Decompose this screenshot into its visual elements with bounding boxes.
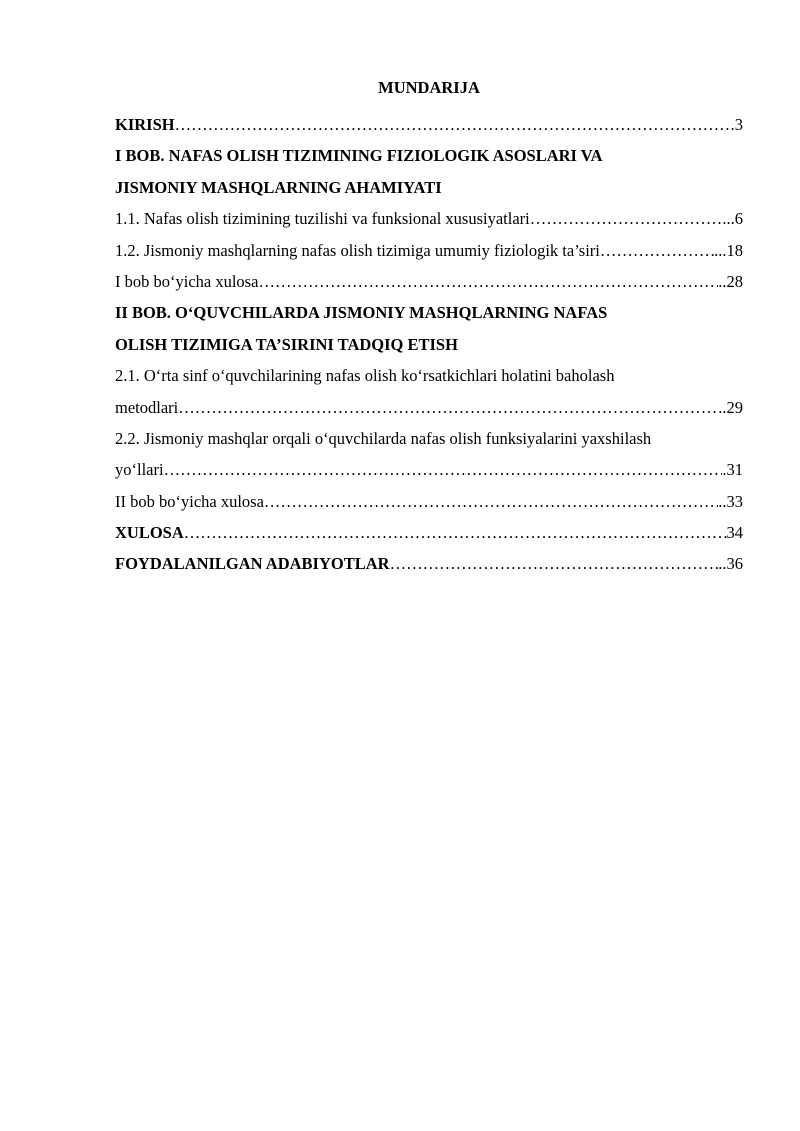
toc-entry-2-1-line-1: 2.1. O‘rta sinf o‘quvchilarining nafas olish ko‘rsatkichlari holatini baholash bbox=[115, 366, 615, 386]
toc-page-number: .31 bbox=[722, 460, 743, 480]
toc-entry-2-2-line-2 bbox=[115, 454, 743, 485]
toc-entry-chapter-2-summary bbox=[115, 486, 743, 517]
toc-entry-label: 1.1. Nafas olish tizimining tuzilishi va funksional xususiyatlari bbox=[115, 209, 530, 229]
toc-leader-dots bbox=[184, 517, 727, 548]
toc-leader-dots bbox=[390, 548, 719, 579]
toc-entry-label: metodlari bbox=[115, 397, 179, 417]
toc-page-number: ...18 bbox=[714, 240, 743, 260]
toc-page-number: ..28 bbox=[718, 271, 743, 291]
toc-entry-references bbox=[115, 548, 743, 579]
toc-chapter-2-heading-line-1: II BOB. O‘QUVCHILARDA JISMONIY MASHQLARNING NAFAS bbox=[115, 303, 608, 323]
toc-leader-dots bbox=[530, 203, 723, 234]
toc-entry-chapter-1-summary bbox=[115, 266, 743, 297]
toc-page-number: 34 bbox=[726, 523, 743, 543]
toc-page-number: ...6 bbox=[722, 209, 743, 229]
toc-title: MUNDARIJA bbox=[378, 78, 480, 97]
toc-entry-label: FOYDALANILGAN ADABIYOTLAR bbox=[115, 554, 390, 574]
toc-chapter-2-heading-line-2: OLISH TIZIMIGA TA’SIRINI TADQIQ ETISH bbox=[115, 334, 458, 354]
toc-entry-1-1 bbox=[115, 203, 743, 234]
toc-chapter-1-heading-line-1: I BOB. NAFAS OLISH TIZIMINING FIZIOLOGIK ASOSLARI VA bbox=[115, 146, 603, 166]
toc-entry-kirish bbox=[115, 109, 743, 140]
toc-leader-dots bbox=[164, 454, 723, 485]
toc-leader-dots bbox=[258, 266, 718, 297]
toc-entry-2-1-line-2 bbox=[115, 392, 743, 423]
toc-entry-label: 1.2. Jismoniy mashqlarning nafas olish tizimiga umumiy fiziologik ta’siri bbox=[115, 240, 600, 260]
toc-leader-dots bbox=[600, 235, 714, 266]
toc-leader-dots bbox=[178, 392, 718, 423]
toc-entry-label: yo‘llari bbox=[115, 460, 164, 480]
toc-entry-label: XULOSA bbox=[115, 523, 184, 543]
toc-page-number: ..36 bbox=[718, 554, 743, 574]
toc-entry-label: I bob bo‘yicha xulosa bbox=[115, 271, 259, 291]
toc-entry-label: II bob bo‘yicha xulosa bbox=[115, 491, 264, 511]
toc-page-number: ..29 bbox=[718, 397, 743, 417]
toc-chapter-1-heading-line-2: JISMONIY MASHQLARNING AHAMIYATI bbox=[115, 177, 442, 197]
toc-page-number: .3 bbox=[730, 115, 743, 134]
table-of-contents bbox=[115, 76, 743, 580]
toc-entry-2-2-line-1: 2.2. Jismoniy mashqlar orqali o‘quvchilarda nafas olish funksiyalarini yaxshilash bbox=[115, 428, 652, 448]
toc-entry-label: KIRISH bbox=[115, 115, 175, 134]
toc-page-number: ..33 bbox=[718, 491, 743, 511]
toc-leader-dots bbox=[175, 109, 731, 140]
toc-leader-dots bbox=[264, 486, 718, 517]
toc-entry-xulosa bbox=[115, 517, 743, 548]
toc-entry-1-2 bbox=[115, 235, 743, 266]
